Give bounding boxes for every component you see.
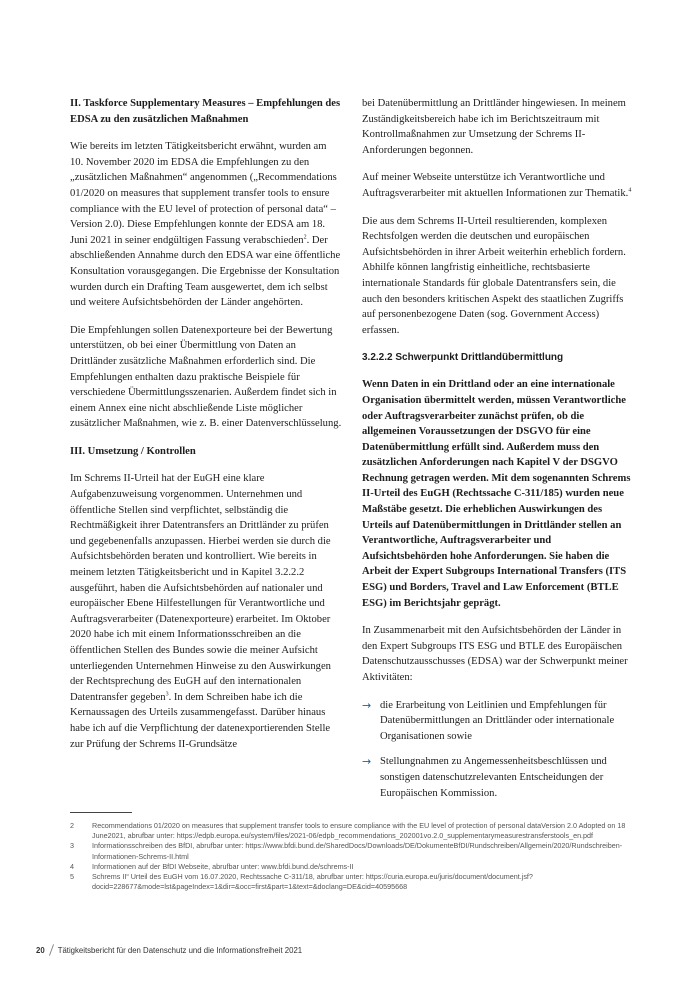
- footnote: [70, 862, 640, 872]
- footnote-number: 5: [70, 872, 74, 882]
- footer-title: Tätigkeitsbericht für den Datenschutz und die Informationsfreiheit 2021: [57, 945, 303, 955]
- paragraph: [70, 471, 342, 752]
- lead-paragraph: Wenn Daten in ein Drittland oder an eine internationale Organisation übermittelt werden, müssen Verantwortliche oder Auftragsverarbeiter zunächst prüfen, ob die allgemeinen Voraussetzungen der DSGVO für eine Datenübermittlung erfüllt sind. Außerdem muss den zusätzlichen Anforderungen nach Kapitel V der DSGVO Rechnung getragen werden. Mit dem sogenannten Schrems II-Urteil des EuGH (Rechtssache C-311/185) wurden neue Maßstäbe gesetzt. Die erheblichen Auswirkungen des Urteils auf Datenübermittlungen in Drittländer stellen an Verantwortliche, Auftragsverarbeiter und Aufsichtsbehörden hohe Anforderungen. Sie haben die Arbeit der Expert Subgroups International Transfers (ITS ESG) und Borders, Travel and Law Enforcement (BTLE ESG) im Berichtsjahr geprägt.: [362, 379, 631, 609]
- arrow-right-icon: →: [362, 755, 372, 769]
- right-column: [362, 96, 634, 811]
- paragraph: bei Datenübermittlung an Drittländer hingewiesen. In meinem Zuständigkeitsbereich habe ich im Berichtszeitraum mit Kontrollmaßnahmen zur Umsetzung der Schrems II-Anforderungen begonnen.: [362, 98, 626, 156]
- paragraph-text: Im Schrems II-Urteil hat der EuGH eine klare Aufgabenzuweisung vorgenommen. Unternehmen und öffentliche Stellen sind verpflichtet, selbständig die Rechtmäßigkeit ihrer Datentransfers an Drittländer zu prüfen und gegebenenfalls anzupassen. Hierbei werden sie durch die Aufsichtsbehörden beraten und kontrolliert. Wie bereits in meinem letzten Tätigkeitsbericht und in Kapitel 3.2.2.2 ausgeführt, haben die Aufsichtsbehörden auf nationaler und europäischer Ebene Hilfestellungen für Verantwortliche und Auftragsverarbeiter (Datenexporteure) erarbeitet. Im Oktober 2020 habe ich mit einem Informationsschreiben an die öffentlichen Stellen des Bundes sowie die meiner Aufsicht unterliegenden Unternehmen Hinweise zu den Auswirkungen der Rechtsprechung des EuGH auf den internationalen Datentransfer gegeben: [70, 473, 331, 703]
- footnotes: [70, 821, 640, 892]
- footnote-ref[interactable]: 2: [303, 234, 307, 241]
- section-heading-umsetzung: III. Umsetzung / Kontrollen: [70, 445, 196, 457]
- page-footer: [36, 944, 302, 956]
- footnote: [70, 841, 640, 861]
- footnote-text[interactable]: Informationsschreiben des BfDI, abrufbar unter: https://www.bfdi.bund.de/SharedDocs/Downloads/DE/DokumenteBfDI/Rundschreiben/Allgemein/2020/Rundschreiben-Informationen-Schrems-II.html: [92, 841, 623, 861]
- footnote-text[interactable]: Schrems II“ Urteil des EuGH vom 16.07.2020, Rechtssache C-311/18, abrufbar unter: https://curia.europa.eu/juris/document/document.jsf?docid=228677&mode=lst&pageIndex=1&dir=&occ=first&part=1&text=&doclang=DE&cid=40595668: [92, 872, 533, 892]
- list-item-text: die Erarbeitung von Leitlinien und Empfehlungen für Datenübermittlungen an Drittländer oder internationale Organisationen sowie: [380, 699, 615, 742]
- footnote-text[interactable]: Recommendations 01/2020 on measures that supplement transfer tools to ensure compliance with the EU level of protection of personal dataVersion 2.0 Adopted on 18 June2021, abrufbar unter: https://edpb.europa.eu/system/files/2021-06/edpb_recommendations_202001vo.2.0_supplementarymeasurestransferstools_en.pdf: [92, 821, 626, 841]
- left-column: [70, 96, 342, 764]
- paragraph: Die aus dem Schrems II-Urteil resultierenden, komplexen Rechtsfolgen werden die deutschen und europäischen Aufsichtsbehörden in ihrer Arbeit weiterhin erheblich fordern. Abhilfe können langfristig einheitliche, rechtsbasierte internationale Standards für globale Datentransfers sein, die auch den besonders kritischen Aspekt des staatlichen Zugriffs auf personenbezogene Daten (sog. Government Access) erfassen.: [362, 215, 626, 336]
- footnote-number: 4: [70, 861, 74, 871]
- paragraph-text: . Der abschließenden Annahme durch den EDSA war eine öffentliche Konsultation vorausgegangen. Die Ergebnisse der Konsultation wurden durch ein Drafting Team ausgewertet, dem ich selbst und weitere Aufsichtsbehörden der Länder angehörten.: [70, 234, 341, 309]
- footnote: [70, 872, 640, 892]
- paragraph-text: Auf meiner Webseite unterstütze ich Verantwortliche und Auftragsverarbeiter mit aktuellen Informationen zur Thematik.: [362, 172, 629, 199]
- list-item: [362, 698, 634, 745]
- list-item-text: Stellungnahmen zu Angemessenheitsbeschlüssen und sonstigen datenschutzrelevanten Entscheidungen der Europäischen Kommission.: [380, 756, 607, 799]
- footnote-ref[interactable]: 4: [628, 187, 632, 194]
- arrow-right-icon: →: [362, 698, 372, 712]
- list-item: [362, 754, 634, 801]
- footnote-ref[interactable]: 3: [165, 691, 169, 698]
- paragraph-text: . In dem Schreiben habe ich die Kernaussagen des Urteils zusammengefasst. Darüber hinaus habe ich auf die Verpflichtung der datenexportierenden Stelle zur Prüfung der Schrems II-Grundsätze: [70, 691, 331, 750]
- section-heading-drittland: 3.2.2.2 Schwerpunkt Drittlandübermittlung: [362, 352, 564, 364]
- page-number: 20: [36, 945, 45, 955]
- paragraph: [70, 139, 342, 311]
- footnote-divider: [70, 812, 132, 813]
- section-heading-taskforce: II. Taskforce Supplementary Measures – Empfehlungen des EDSA zu den zusätzlichen Maßnahmen: [70, 98, 341, 125]
- footnote-number: 3: [70, 841, 74, 851]
- footer-separator: [49, 944, 54, 956]
- paragraph: [362, 170, 634, 201]
- activity-list: [362, 698, 634, 802]
- footnote-text[interactable]: Informationen auf der BfDI Webseite, abrufbar unter: www.bfdi.bund.de/schrems-II: [92, 861, 354, 871]
- footnote-number: 2: [70, 821, 74, 830]
- paragraph-text: Wie bereits im letzten Tätigkeitsbericht erwähnt, wurden am 10. November 2020 im EDSA die Empfehlungen zu den „zusätzlichen Maßnahmen“ angenommen („Recommendations 01/2020 on measures that supplement transfer tools to ensure compliance with the EU level of protection of personal data“ – Version 2.0). Diese Empfehlungen konnte der EDSA am 18. Juni 2021 in seiner endgültigen Fassung verabschieden: [70, 141, 337, 246]
- footnote: [70, 821, 640, 841]
- paragraph: In Zusammenarbeit mit den Aufsichtsbehörden der Länder in den Expert Subgroups ITS ESG und BTLE des Europäischen Datenschutzausschusses (EDSA) war der Schwerpunkt meiner Aktivitäten:: [362, 625, 628, 683]
- paragraph: Die Empfehlungen sollen Datenexporteure bei der Bewertung unterstützen, ob bei einer Übermittlung von Daten an Drittländer zusätzliche Maßnahmen erforderlich sind. Die Empfehlungen enthalten dazu praktische Beispiele für verschiedene Übermittlungsszenarien. Außerdem findet sich in einem Annex eine nicht abschließende Liste möglicher zusätzlicher Maßnahmen, wie z. B. einer Datenverschlüsselung.: [70, 324, 342, 430]
